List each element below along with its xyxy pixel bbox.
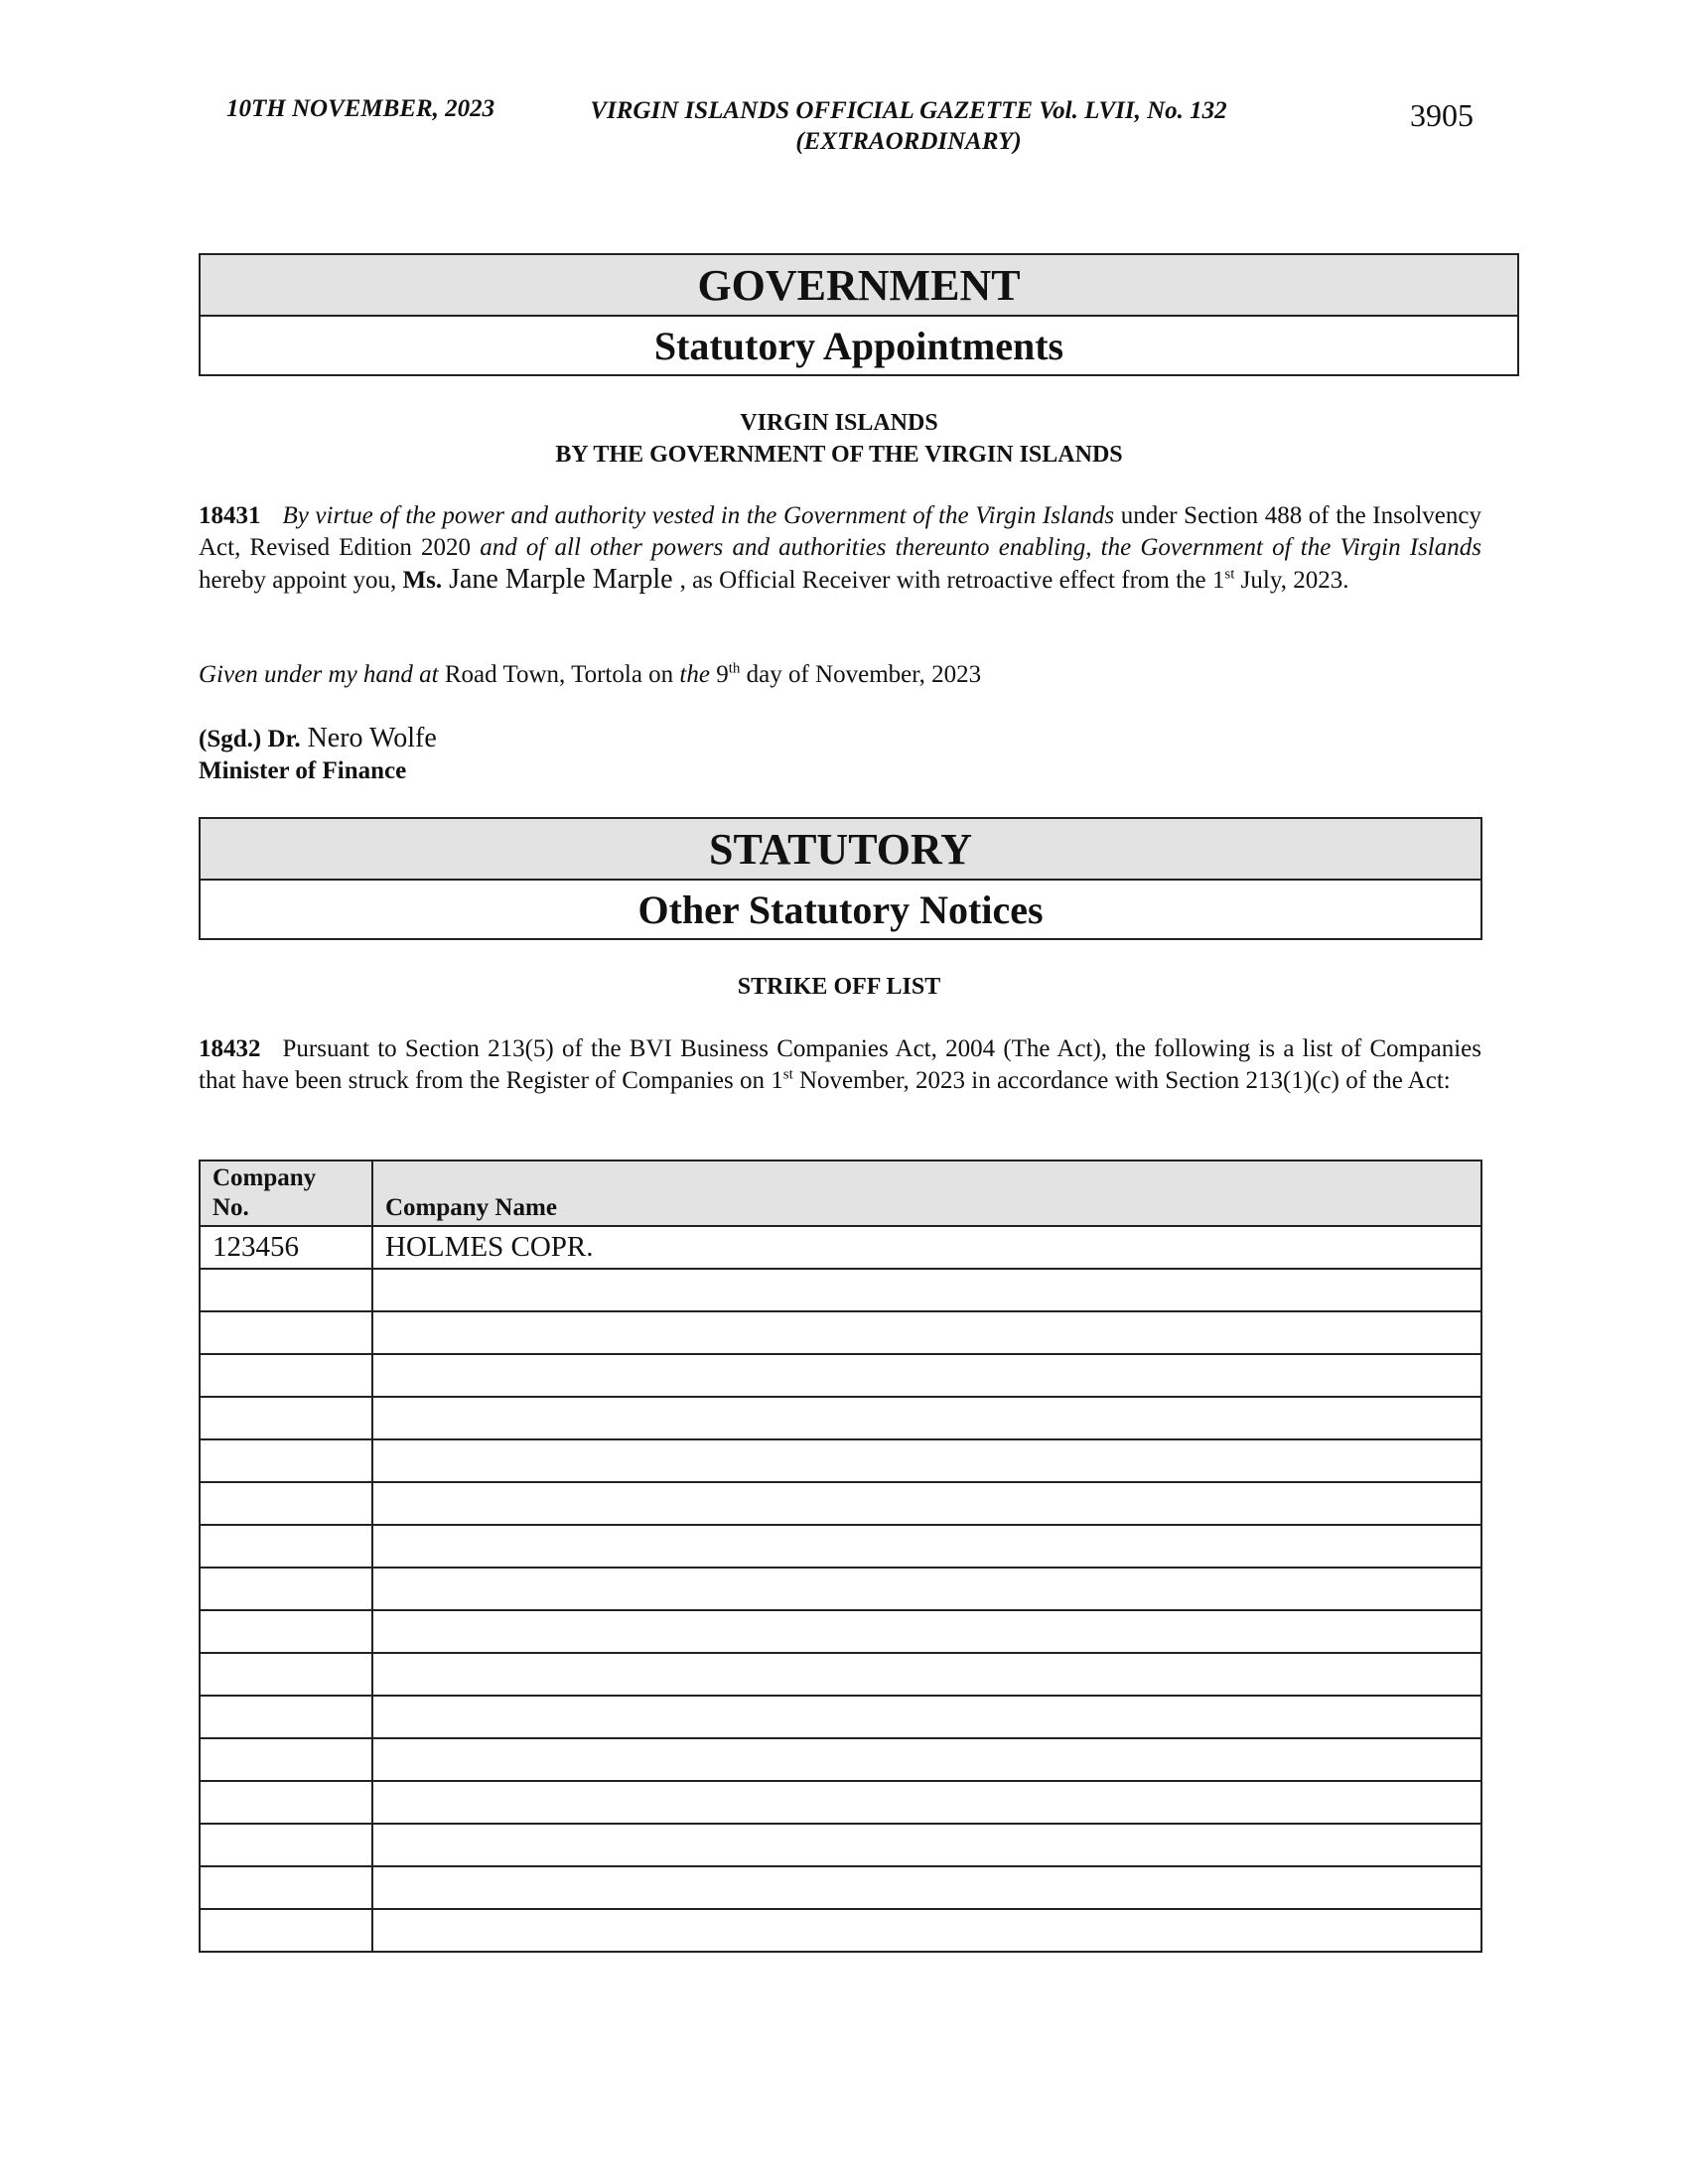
notice-text: Pursuant to Section 213(5) of the BVI Business Companies Act, 2004 (The Act), the following is a list of Companies that have been struck from the Register of Companies on 1 <box>199 1035 1481 1094</box>
company-name-cell <box>372 1696 1481 1738</box>
given-text: Road Town, Tortola on <box>438 661 680 688</box>
notice-text: July, 2023. <box>1234 567 1349 594</box>
company-number-cell <box>200 1482 372 1525</box>
table-row <box>200 1653 1481 1696</box>
column-header-company-no <box>200 1160 372 1226</box>
table-row <box>200 1824 1481 1866</box>
company-name-cell <box>372 1738 1481 1781</box>
strike-off-notice <box>199 1033 1481 1097</box>
government-banner <box>199 253 1519 376</box>
table-row <box>200 1610 1481 1653</box>
table-row <box>200 1482 1481 1525</box>
company-name-cell <box>372 1610 1481 1653</box>
gazette-title <box>551 95 1266 157</box>
table-body <box>200 1226 1481 1952</box>
signatory-name: Nero Wolfe <box>300 723 437 753</box>
table-row <box>200 1568 1481 1610</box>
company-number-cell <box>200 1696 372 1738</box>
given-text: day of November, 2023 <box>740 661 982 688</box>
strike-off-heading: STRIKE OFF LIST <box>737 974 941 1000</box>
notice-number: 18432 <box>199 1035 261 1062</box>
table-row <box>200 1781 1481 1824</box>
company-number-cell <box>200 1269 372 1311</box>
company-name-cell <box>372 1439 1481 1482</box>
signatory-title: Minister of Finance <box>199 757 407 784</box>
company-name-cell <box>372 1909 1481 1952</box>
company-name-cell <box>372 1354 1481 1397</box>
company-number-cell <box>200 1738 372 1781</box>
given-text-italic: the <box>679 661 710 688</box>
table-header-row <box>200 1160 1481 1226</box>
notice-heading-line2: BY THE GOVERNMENT OF THE VIRGIN ISLANDS <box>555 442 1123 468</box>
table-row <box>200 1397 1481 1439</box>
company-number-cell <box>200 1653 372 1696</box>
notice-heading-line1: VIRGIN ISLANDS <box>740 410 938 436</box>
company-number-cell <box>200 1568 372 1610</box>
company-number-cell <box>200 1610 372 1653</box>
table-row <box>200 1311 1481 1354</box>
company-name-cell <box>372 1269 1481 1311</box>
strike-off-table <box>199 1160 1482 1953</box>
table-row <box>200 1909 1481 1952</box>
notice-text-italic: and of all other powers and authorities thereunto enabling, the Government of the Virgin Islands <box>480 534 1481 561</box>
company-number-cell <box>200 1439 372 1482</box>
notice-heading <box>199 407 1479 471</box>
column-header-line: No. <box>212 1194 249 1221</box>
table-row <box>200 1269 1481 1311</box>
appointee-name: Jane Marple Marple <box>442 564 680 595</box>
company-number-cell <box>200 1311 372 1354</box>
page-number: 3905 <box>1410 97 1474 133</box>
table-row <box>200 1226 1481 1269</box>
notice-text: under Section 488 of the Insolvency Act, Revised Edition 2020 <box>199 502 1481 561</box>
company-number-cell <box>200 1354 372 1397</box>
company-name-cell <box>372 1482 1481 1525</box>
company-name-cell <box>372 1311 1481 1354</box>
company-name-cell <box>372 1525 1481 1568</box>
column-header-line: Company <box>212 1164 317 1191</box>
notice-text-italic: By virtue of the power and authority vested in the Government of the Virgin Islands <box>282 502 1115 529</box>
section-subcategory: Statutory Appointments <box>653 323 1064 368</box>
company-number-cell <box>200 1824 372 1866</box>
appointment-notice <box>199 500 1481 597</box>
company-name-cell <box>372 1866 1481 1909</box>
company-name-cell <box>372 1397 1481 1439</box>
company-number-cell <box>200 1397 372 1439</box>
notice-text: , as Official Receiver with retroactive effect from the 1 <box>679 567 1225 594</box>
company-number-cell <box>200 1866 372 1909</box>
company-name-cell: HOLMES COPR. <box>372 1226 1481 1269</box>
company-number-cell <box>200 1781 372 1824</box>
given-text-italic: Given under my hand at <box>199 661 439 688</box>
statutory-banner <box>199 817 1482 940</box>
section-category: STATUTORY <box>201 819 1480 881</box>
gazette-edition: (EXTRAORDINARY) <box>795 128 1022 155</box>
notice-text: hereby appoint you, <box>199 567 403 594</box>
ordinal-suffix: st <box>782 1066 793 1083</box>
header-date: 10TH NOVEMBER, 2023 <box>226 95 495 122</box>
company-name-cell <box>372 1653 1481 1696</box>
gazette-title-line: VIRGIN ISLANDS OFFICIAL GAZETTE Vol. LVII, No. 132 <box>590 97 1227 124</box>
company-name-cell <box>372 1568 1481 1610</box>
section-subcategory: Other Statutory Notices <box>637 887 1044 932</box>
table-row <box>200 1354 1481 1397</box>
table-row <box>200 1439 1481 1482</box>
company-number-cell: 123456 <box>200 1226 372 1269</box>
company-number-cell <box>200 1909 372 1952</box>
table-row <box>200 1525 1481 1568</box>
column-header-company-name: Company Name <box>372 1160 1481 1226</box>
given-text: 9 <box>709 661 729 688</box>
table-row <box>200 1738 1481 1781</box>
notice-text: November, 2023 in accordance with Section 213(1)(c) of the Act: <box>792 1067 1451 1094</box>
signature-prefix: (Sgd.) Dr. <box>199 726 301 752</box>
table-row <box>200 1866 1481 1909</box>
appointee-title: Ms. <box>402 567 443 594</box>
section-category: GOVERNMENT <box>201 255 1517 317</box>
company-name-cell <box>372 1824 1481 1866</box>
ordinal-suffix: th <box>728 660 741 677</box>
ordinal-suffix: st <box>1224 566 1235 583</box>
notice-number: 18431 <box>199 502 261 529</box>
company-number-cell <box>200 1525 372 1568</box>
given-under-hand <box>199 659 1481 691</box>
signature-block <box>199 723 1481 787</box>
company-name-cell <box>372 1781 1481 1824</box>
table-row <box>200 1696 1481 1738</box>
